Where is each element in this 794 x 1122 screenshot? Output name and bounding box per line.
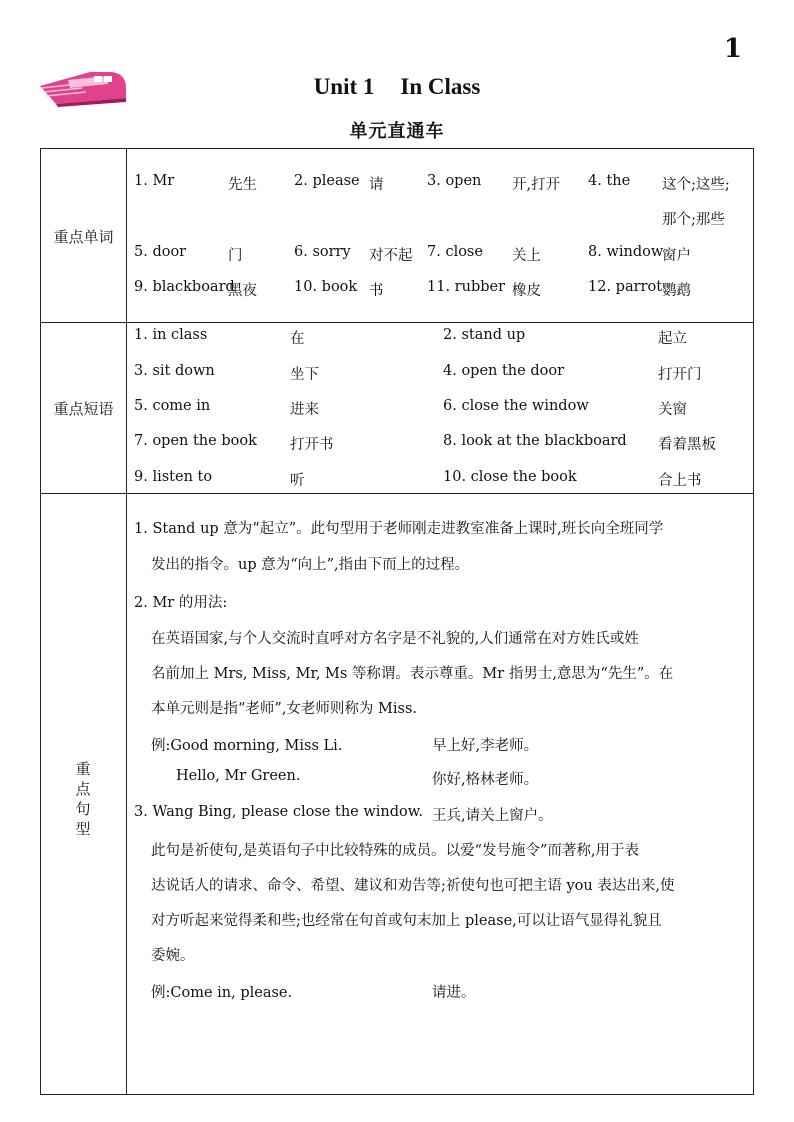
word-en: 9. blackboard: [134, 279, 235, 295]
word-cn: 窗户: [662, 248, 691, 264]
sentence-2-heading: 2. Mr 的用法:: [134, 595, 228, 611]
sentences-section-label: 重 点 句 型: [75, 760, 91, 838]
phrase-cn: 看着黑板: [658, 437, 716, 453]
sentence-1-line: 1. Stand up 意为“起立”。此句型用于老师刚走进教室准备上课时,班长向全班同学: [134, 521, 664, 537]
phrase-en: 5. come in: [134, 398, 211, 414]
phrase-en: 10. close the book: [443, 469, 577, 485]
summary-table: [40, 148, 754, 1095]
example-cn: 你好,格林老师。: [432, 772, 539, 788]
phrase-en: 4. open the door: [443, 363, 565, 379]
word-en: 3. open: [427, 173, 482, 189]
word-en: 12. parrot: [588, 279, 663, 295]
phrase-cn: 打开书: [290, 437, 334, 453]
word-en: 5. door: [134, 244, 187, 260]
word-en: 7. close: [427, 244, 483, 260]
word-en: 2. please: [294, 173, 360, 189]
phrase-en: 2. stand up: [443, 327, 526, 343]
word-cn: 门: [228, 248, 243, 264]
phrase-cn: 打开门: [658, 367, 702, 383]
word-en: 1. Mr: [134, 173, 175, 189]
page-title: [0, 74, 794, 100]
phrases-section-label: 重点短语: [53, 400, 114, 418]
sentence-3-translation: 王兵,请关上窗户。: [432, 808, 553, 824]
word-cn-continued: 那个;那些: [662, 212, 725, 228]
phrase-cn: 进来: [290, 402, 319, 418]
sentence-3-heading: 3. Wang Bing, please close the window.: [134, 804, 424, 820]
example-en: 例:Come in, please.: [151, 985, 293, 1001]
sentence-2-line: 名前加上 Mrs, Miss, Mr, Ms 等称谓。表示尊重。Mr 指男士,意思为“先生”。在: [151, 666, 674, 682]
word-cn: 请: [369, 177, 384, 193]
phrase-cn: 坐下: [290, 367, 319, 383]
word-en: 4. the: [588, 173, 631, 189]
page-subtitle: 单元直通车: [349, 121, 445, 142]
word-cn: 开,打开: [512, 177, 561, 193]
example-cn: 早上好,李老师。: [432, 738, 539, 754]
phrase-en: 1. in class: [134, 327, 208, 343]
word-cn: 橡皮: [512, 283, 541, 299]
word-cn: 关上: [512, 248, 541, 264]
sentence-3-line: 委婉。: [151, 948, 195, 964]
word-en: 8. window: [588, 244, 664, 260]
example-en: 例:Good morning, Miss Li.: [151, 738, 343, 754]
phrase-en: 8. look at the blackboard: [443, 433, 627, 449]
word-en: 6. sorry: [294, 244, 351, 260]
word-en: 11. rubber: [427, 279, 506, 295]
example-en: Hello, Mr Green.: [176, 768, 301, 784]
page-number: 1: [723, 34, 742, 64]
phrase-en: 7. open the book: [134, 433, 257, 449]
words-section-label: 重点单词: [53, 228, 114, 246]
sentence-3-line: 此句是祈使句,是英语句子中比较特殊的成员。以爱“发号施令”而著称,用于表: [151, 843, 640, 859]
sentence-2-line: 在英语国家,与个人交流时直呼对方名字是不礼貌的,人们通常在对方姓氏或姓: [151, 631, 639, 647]
word-cn: 鹦鹉: [662, 283, 691, 299]
sentence-1-line: 发出的指令。up 意为“向上”,指由下而上的过程。: [151, 557, 470, 573]
column-divider: [126, 149, 127, 1094]
word-cn: 黑夜: [228, 283, 257, 299]
phrase-cn: 在: [290, 331, 305, 347]
sentence-2-line: 本单元则是指“老师”,女老师则称为 Miss.: [151, 701, 418, 717]
sentence-3-line: 对方听起来觉得柔和些;也经常在句首或句末加上 please,可以让语气显得礼貌且: [151, 913, 662, 929]
phrase-cn: 关窗: [658, 402, 687, 418]
word-cn: 书: [369, 283, 384, 299]
word-cn: 先生: [228, 177, 257, 193]
phrase-en: 9. listen to: [134, 469, 213, 485]
row-divider: [41, 322, 753, 323]
row-divider: [41, 493, 753, 494]
word-cn: 这个;这些;: [662, 177, 730, 193]
unit-number: Unit 1: [313, 74, 375, 99]
phrase-en: 3. sit down: [134, 363, 215, 379]
example-cn: 请进。: [432, 985, 476, 1001]
sentence-3-line: 达说话人的请求、命令、希望、建议和劝告等;祈使句也可把主语 you 表达出来,使: [151, 878, 675, 894]
word-en: 10. book: [294, 279, 358, 295]
phrase-cn: 起立: [658, 331, 687, 347]
phrase-cn: 合上书: [658, 473, 702, 489]
word-cn: 对不起: [369, 248, 413, 264]
phrase-en: 6. close the window: [443, 398, 589, 414]
phrase-cn: 听: [290, 473, 305, 489]
unit-name: In Class: [400, 74, 481, 99]
